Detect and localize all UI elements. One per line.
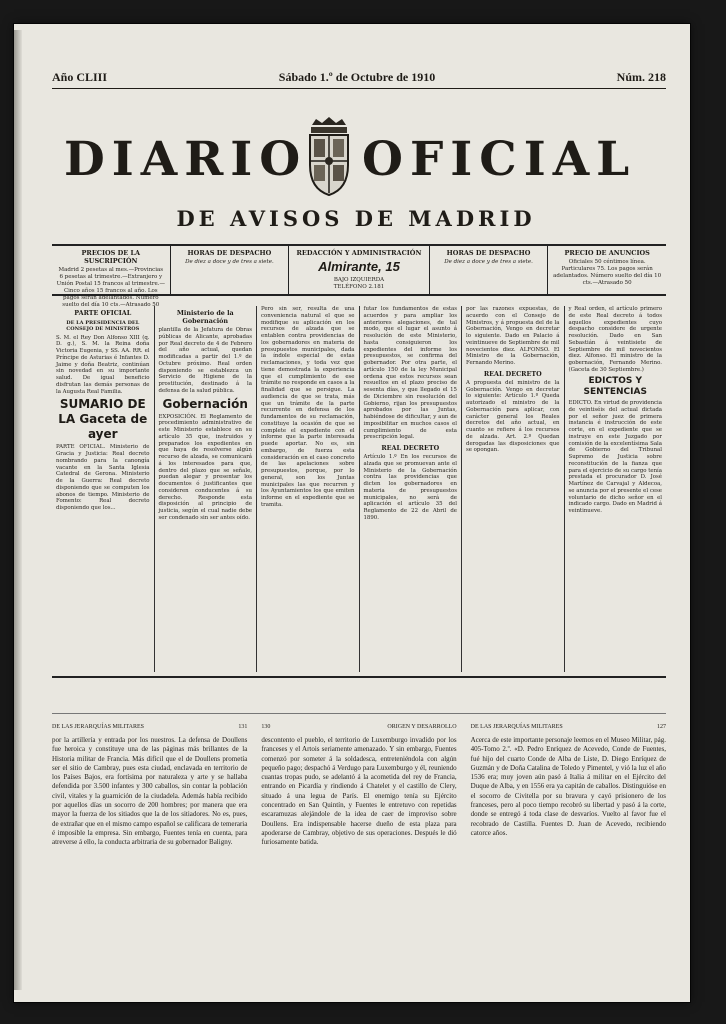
newspaper-page xyxy=(14,24,690,1002)
footer-rule xyxy=(52,676,666,680)
subscription-box: PRECIOS DE LA SUSCRIPCIÓN Madrid 2 pesetas al mes.—Provincias 6 pesetas al trimestre.—Extranjero y Unión Postal 15 francos al trimestre.—Cinco años 15 francos al año. Los pagos serán adelantados. Número suelto del día 10 cts.—Atrasado 50 xyxy=(52,246,171,294)
page-edge-shadow xyxy=(14,30,22,990)
column-1: PARTE OFICIAL DE LA PRESIDENCIA DEL CONSEJO DE MINISTROS S. M. el Rey Don Alfonso XIII (q. D. g.), S. M. la Reina doña Victoria Eugenia, y SS. AA. RR. el Príncipe de Asturias é Infantes D. Jaime y doña Beatriz, continúan sin novedad en su importante salud. De igual beneficio disfrutan las demás personas de la Augusta Real Familia. SUMARIO DE LA Gaceta de ayer PARTE OFICIAL. Ministerio de Gracia y Justicia: Real decreto nombrando para la canongía vacante en la Santa Iglesia Catedral de Gerona. Ministerio de la Guerra: Real decreto disponiendo que se computen los abonos de tiempo. Ministerio de Fomento: Real decreto disponiendo que los... xyxy=(52,306,155,672)
subtitle: DE AVISOS DE MADRID xyxy=(176,206,536,231)
admin-box: REDACCIÓN Y ADMINISTRACIÓN Almirante, 15 BAJO IZQUIERDA TELÉFONO 2.181 xyxy=(289,246,430,294)
column-4: futar los fundamentos de estas acuerdos y para ampliar los anteriores alegaciones, de tal modo, que el lugar el asunto á resolución de este Ministerio, hasta consiguieron los expedientes del informe los presupuestos, se confirma del gobernador. Por otra parte, el artículo 150 de la ley Municipal ordena que estos recursos sean resueltos en el plazo preciso de sesenta días, y que llegado el 15 de Diciembre sin resolución del Gobierno, rijan los presupuestos aprobados por las Juntas, habiéndose de dificultar, y aun de imposibilitar en muchos casos el cumplimiento de esta prescripción legal. REAL DECRETO Artículo 1.º En los recursos de alzada que se promuevan ante el Ministerio de la Gobernación contra las providencias que dicten los gobernadores en materia de presupuestos municipales, no será de aplicación el artículo 35 del Reglamento de 22 de Abril de 1890. xyxy=(360,306,463,672)
upper-columns xyxy=(52,306,666,672)
date-label: Sábado 1.º de Octubre de 1910 xyxy=(278,70,436,84)
column-6: y Real orden, el artículo primero de este Real decreto á todos aquellos expedientes cuyo despacho considere de urgente resolución. Dado en San Sebastián á veintisiete de Septiembre de mil novecientos diez. Alfonso. El ministro de la gobernación, Fernando Merino. (Gaceta de 30 Septiembre.) EDICTOS Y SENTENCIAS EDICTO. En virtud de providencia de veintiséis del actual dictada por el señor juez de primera instancia é instrucción de este corte, en el expediente que se instruye en este Juzgado por comisión de la excelentísima Sala de Gobierno del Tribunal Supremo de Justicia sobre reconstitución de la fianza que para el ejercicio de su cargo tenía prestada el procurador D. José Martínez de Carvajal y Aldecoa, se anuncia por el presente el cese voluntario de dicho señor en el indicado cargo. Dado en Madrid á veintinueve. xyxy=(568,306,662,514)
office-hours-box: HORAS DE DESPACHO De diez a doce y de tres a siete. xyxy=(171,246,290,294)
column-2: Ministerio de la Gobernación plantilla de la Jefatura de Obras públicas de Alicante, aprobadas por Real decreto de 4 de Febrero del año actual, quedan modificadas a partir del 1.º de Octubre próximo. Real orden disponiendo se establezca un Servicio de Higiene de la prostitución, destinado á la defensa de la salud pública. Gobernación EXPOSICIÓN. El Reglamento de procedimiento administrativo de este Ministerio establece en su artículo 35 que, instruidos y preparados los expedientes en que haya de resolverse algún recurso de alzada, se comunicará á los interesados para que, dentro del plazo que se señale, puedan alegar y presentar los documentos ó justificantes que consideren conducentes á su derecho. Responde esta disposición al principio de justicia, según el cual nadie debe ser condenado sin ser antes oído. xyxy=(155,306,258,672)
masthead-right: OFICIAL xyxy=(362,132,637,187)
masthead-left: DIARIO xyxy=(64,132,308,187)
info-bar xyxy=(52,244,666,308)
ads-price-box: PRECIO DE ANUNCIOS Oficiales 50 céntimos línea. Particulares 75. Los pagos serán adelantados. Número suelto del día 10 cts.—Atrasado 50 xyxy=(553,249,662,286)
column-5: por las razones expuestas, de acuerdo con el Consejo de Ministros, y á propuesta del de la Gobernación, Vengo en decretar lo siguiente. Dado en Palacio á veintinueve de Septiembre de mil novecientos diez. ALFONSO. El Ministro de la Gobernación, Fernando Merino. REAL DECRETO A propuesta del ministro de la Gobernación. Vengo en decretar lo siguiente: Artículo 1.º Queda autorizado el ministro de la Gobernación para aplicar, con carácter general los Reales decretos del año actual, en cuanto se refiere á los recursos de alzada. Art. 2.º Quedan derogadas las disposiciones que se opongan. xyxy=(462,306,565,672)
year-label: Año CLIII xyxy=(52,70,108,84)
issue-number: Núm. 218 xyxy=(616,70,666,84)
column-3: Pero sin ser, resulta de una conveniencia natural el que se modifique su aplicación en los recursos de alzada que se entablen contra providencias de los gobernadores en materia de presupuestos municipales, dada la índole especial de estas reclamaciones, y toda vez que tiene demostrada la experiencia que el cumplimiento de ese trámite no responde en casos a la finalidad que se persigue. La audiencia de que se trata, más que un trámite de la parte recurrente en defensa de los fundamentos de su reclamación, constituye la ocasión de que se complete el expediente con el informe que la parte interesada puede aportar. No es, sin embargo, de fuerza esta consideración en el caso concreto de las apelaciones sobre presupuestos, porque, por lo general, son los Juntas municipales las que recurren y los Ayuntamientos los que emiten informe en el expediente que se tramita. xyxy=(257,306,360,672)
office-hours-box-2: HORAS DE DESPACHO De diez a doce y de tres a siete. xyxy=(430,246,549,294)
supplement-divider xyxy=(52,684,666,714)
supplement-page-1: DE LAS JERARQUÍAS MILITARES 131 por la artillería y entrada por los nuestros. La defensa de Doullens fue heroica y constituye una de las páginas más brillantes de la Historia militar de Francia. Más difícil que el de Doullens prometía ser el sitio de Cambray, pues esta ciudad, enclavada en territorio de los Países Bajos, era fortísima por naturaleza y arte y se hallaba defendida por 3.500 infantes y 300 caballos, sin contar la población civil, vitales y la guarnición de la ciudadela. Además había recibido por aquellos días un socorro de 200 hombres; por manera que era mayor la fuerza de los sitiados que la de los sitiadores. No es, pues, de extrañar que en el mismo campo español se calificara de temeraria é imposible la empresa. Sin embargo, Fuentes tenía en cuenta, para atreverse á ello, la conducta arbitraria de su gobernador Baligny. xyxy=(52,724,248,847)
coat-of-arms-icon xyxy=(302,117,356,197)
supplement-page-3: DE LAS JERARQUÍAS MILITARES 127 Acerca de este importante personaje leemos en el Museo Militar, pág. 405-Tomo 2.º. «D. Pedro Enríquez de Acevedo, Conde de Fuentes, fué hijo del cuarto Conde de Alba de Liste, D. Diego Enríquez de Guzmán y de Doña Catalina de Toledo y Pimentel, y vió la luz el año 1536 era; muy joven aún pasó á Italia á militar en el Ejército del Duque de Alba, y en 1556 era ya capitán de caballos. Distinguióse en el socorro de Civitella por su bravura y cayó prisionero de los franceses, pero al poco tiempo recobró su libertad y pasó á la corte, donde se entregó á toda clase de desvaríos. Vuelto al favor fue el recobrado de Castilla. Fuentes D. Juan de Acevedo, recibiendo catorce años. xyxy=(470,724,666,837)
supplement-page-2: 130 ORIGEN Y DESARROLLO descontento el pueblo, el territorio de Luxemburgo invadido por los franceses y el Artois seriamente amenazado. Y sin embargo, Fuentes comenzó por someter á la soldadesca, entreteniéndola con algún pequeño pago; despachó á Verdugo para Luxemburgo y él, reuniendo cuantas tropas pudo, se adelantó á la acometida del rey de Francia, entrando en Picardía y rindiendo á Chatelet y el castillo de Clery, situado á una legua de París. El enemigo tenía su Ejército concentrado en San Quintín, y Fuentes le entretuvo con repetidas escaramuzas alejándole de la idea de caer de improviso sobre Doullens. Era indispensable hacerse dueño de esta plaza para apoderarse de Cambray, objetivo de sus operaciones. Después le dió furiosamente batida. xyxy=(261,724,457,847)
supplement-pages xyxy=(52,724,666,984)
header-topline xyxy=(52,70,666,104)
header-rule xyxy=(52,88,666,89)
